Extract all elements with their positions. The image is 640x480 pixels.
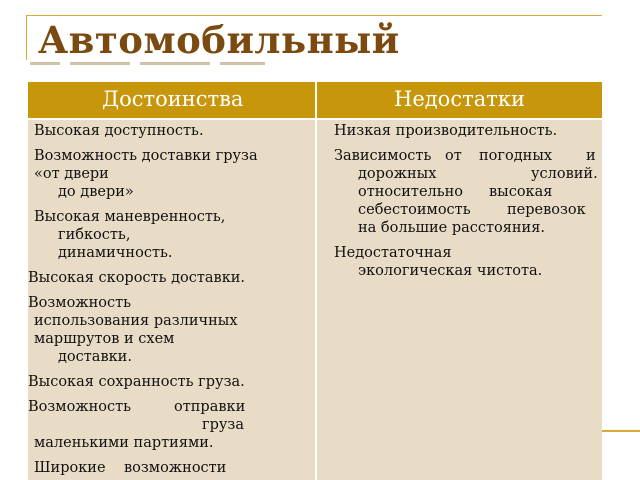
disadvantages-column [317, 120, 602, 480]
list-item: Высокая сохранность груза. [28, 374, 245, 390]
list-item: Высокая маневренность, [34, 209, 226, 225]
list-item-cont: маленькими партиями. [34, 435, 214, 451]
list-item-cont: до двери» [58, 184, 134, 200]
list-item-word: от [445, 148, 462, 164]
header-advantages: Достоинства [102, 87, 244, 111]
list-item: Возможность [28, 399, 132, 415]
slide-top-rule [26, 15, 602, 16]
list-item-word: погодных [479, 148, 553, 164]
comparison-table [28, 82, 602, 480]
list-item: Возможность доставки груза [34, 148, 258, 164]
list-item-word: условий. [531, 166, 598, 182]
list-item-cont: экологическая чистота. [358, 263, 543, 279]
list-item-word: перевозок [507, 202, 586, 218]
list-item-cont: на большие расстояния. [358, 220, 545, 236]
list-item-word: дорожных [358, 166, 437, 182]
list-item-word: высокая [489, 184, 553, 200]
list-item: Недостаточная [334, 245, 452, 261]
list-item: Широкие [34, 460, 106, 476]
slide-left-rule [26, 15, 27, 60]
advantages-column [28, 120, 315, 480]
title-overflow-line [30, 62, 270, 82]
list-item-word: возможности [124, 460, 227, 476]
list-item: Высокая доступность. [34, 123, 204, 139]
list-item-word: груза [202, 417, 244, 433]
list-item: Низкая производительность. [334, 123, 558, 139]
list-item-cont: доставки. [58, 349, 132, 365]
list-item-word: относительно [358, 184, 464, 200]
header-disadvantages: Недостатки [394, 87, 525, 111]
list-item-word: и [586, 148, 596, 164]
list-item-cont: динамичность. [58, 245, 173, 261]
list-item-cont: использования различных [34, 313, 238, 329]
list-item: Высокая скорость доставки. [28, 270, 246, 286]
slide-title: Автомобильный [38, 18, 400, 62]
list-item-cont: гибкость, [58, 227, 131, 243]
list-item-word: Зависимость [334, 148, 432, 164]
list-item-word: отправки [174, 399, 246, 415]
list-item-cont: «от двери [34, 166, 109, 182]
slide-right-rule [602, 430, 640, 432]
list-item-word: себестоимость [358, 202, 471, 218]
list-item: Возможность [28, 295, 132, 311]
list-item-cont: маршрутов и схем [34, 331, 175, 347]
